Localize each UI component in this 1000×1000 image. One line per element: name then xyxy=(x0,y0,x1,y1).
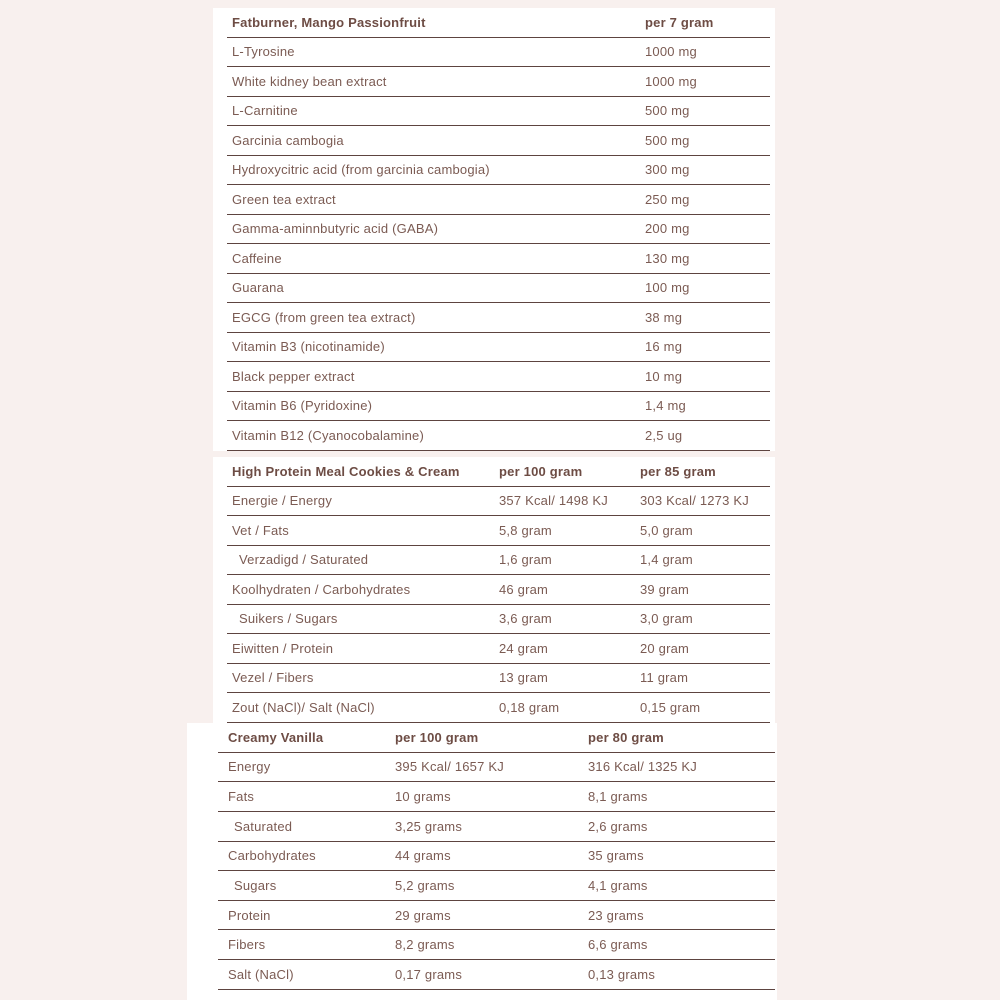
column-header: per 100 gram xyxy=(499,463,583,479)
table-row xyxy=(227,185,770,215)
row-label: Energy xyxy=(228,759,271,775)
row-value: 500 mg xyxy=(645,132,690,148)
table-header-row xyxy=(227,457,770,487)
row-value: 130 mg xyxy=(645,250,690,266)
row-value: 0,13 grams xyxy=(588,966,656,982)
table-row xyxy=(227,97,770,127)
row-value: 1,4 gram xyxy=(640,552,693,568)
row-label: Salt (NaCl) xyxy=(228,966,294,982)
row-value: 300 mg xyxy=(645,162,690,178)
row-label: Fats xyxy=(228,789,255,805)
row-value: 6,6 grams xyxy=(588,937,648,953)
row-value: 1,4 mg xyxy=(645,398,686,414)
table-row xyxy=(218,782,775,812)
row-label: Guarana xyxy=(232,280,284,296)
row-label: L-Carnitine xyxy=(232,103,298,119)
row-value: 13 gram xyxy=(499,670,549,686)
table-row xyxy=(218,842,775,872)
row-label: L-Tyrosine xyxy=(232,44,295,60)
creamy-vanilla-table xyxy=(187,723,777,1000)
column-header: per 85 gram xyxy=(640,463,716,479)
table-title: Creamy Vanilla xyxy=(228,729,324,745)
row-label: Green tea extract xyxy=(232,191,336,207)
row-value: 39 gram xyxy=(640,581,690,597)
row-value: 0,17 grams xyxy=(395,966,463,982)
table-row xyxy=(218,901,775,931)
table-row xyxy=(227,333,770,363)
row-value: 29 grams xyxy=(395,907,451,923)
row-value: 23 grams xyxy=(588,907,644,923)
row-label: Vet / Fats xyxy=(232,522,289,538)
row-value: 5,2 grams xyxy=(395,878,455,894)
row-label: White kidney bean extract xyxy=(232,73,387,89)
row-value: 8,2 grams xyxy=(395,937,455,953)
row-value: 3,6 gram xyxy=(499,611,552,627)
row-value: 38 mg xyxy=(645,309,683,325)
row-value: 10 mg xyxy=(645,368,683,384)
row-value: 357 Kcal/ 1498 KJ xyxy=(499,493,608,509)
row-label: Hydroxycitric acid (from garcinia cambogia) xyxy=(232,162,490,178)
row-label: Black pepper extract xyxy=(232,368,355,384)
row-value: 500 mg xyxy=(645,103,690,119)
table-row xyxy=(227,126,770,156)
row-label: Eiwitten / Protein xyxy=(232,640,334,656)
table-title: High Protein Meal Cookies & Cream xyxy=(232,463,460,479)
row-label: Carbohydrates xyxy=(228,848,316,864)
row-value: 2,6 grams xyxy=(588,818,648,834)
row-value: 316 Kcal/ 1325 KJ xyxy=(588,759,697,775)
table-row xyxy=(227,421,770,451)
table-row xyxy=(227,664,770,694)
table-row xyxy=(227,634,770,664)
row-value: 395 Kcal/ 1657 KJ xyxy=(395,759,504,775)
row-label: Suikers / Sugars xyxy=(239,611,338,627)
row-value: 24 gram xyxy=(499,640,549,656)
row-value: 200 mg xyxy=(645,221,690,237)
row-value: 1000 mg xyxy=(645,44,697,60)
row-value: 35 grams xyxy=(588,848,644,864)
table-row xyxy=(227,392,770,422)
row-value: 250 mg xyxy=(645,191,690,207)
row-label: Koolhydraten / Carbohydrates xyxy=(232,581,411,597)
row-value: 44 grams xyxy=(395,848,451,864)
table-header-row xyxy=(227,8,770,38)
row-value: 1000 mg xyxy=(645,73,697,89)
row-label: Saturated xyxy=(234,818,293,834)
column-header: per 80 gram xyxy=(588,729,664,745)
table-row xyxy=(227,693,770,723)
high-protein-meal-cookies-cream-table xyxy=(213,457,775,723)
table-title: Fatburner, Mango Passionfruit xyxy=(232,14,426,30)
row-value: 10 grams xyxy=(395,789,451,805)
row-value: 3,0 gram xyxy=(640,611,693,627)
table-row xyxy=(227,156,770,186)
row-value: 5,0 gram xyxy=(640,522,693,538)
row-label: Zout (NaCl)/ Salt (NaCl) xyxy=(232,699,375,715)
row-label: Vitamin B6 (Pyridoxine) xyxy=(232,398,373,414)
table-row xyxy=(218,930,775,960)
table-row xyxy=(227,516,770,546)
row-label: Verzadigd / Saturated xyxy=(239,552,369,568)
row-label: Vezel / Fibers xyxy=(232,670,314,686)
column-header: per 7 gram xyxy=(645,14,714,30)
row-label: Sugars xyxy=(234,878,277,894)
row-value: 100 mg xyxy=(645,280,690,296)
row-value: 8,1 grams xyxy=(588,789,648,805)
row-label: EGCG (from green tea extract) xyxy=(232,309,416,325)
table-row xyxy=(227,605,770,635)
table-row xyxy=(227,303,770,333)
row-label: Gamma-aminnbutyric acid (GABA) xyxy=(232,221,439,237)
row-value: 5,8 gram xyxy=(499,522,552,538)
table-row xyxy=(227,487,770,517)
row-label: Garcinia cambogia xyxy=(232,132,344,148)
row-value: 0,18 gram xyxy=(499,699,560,715)
table-row xyxy=(218,812,775,842)
table-row xyxy=(227,575,770,605)
table-header-row xyxy=(218,723,775,753)
row-value: 303 Kcal/ 1273 KJ xyxy=(640,493,749,509)
table-row xyxy=(218,871,775,901)
table-row xyxy=(227,546,770,576)
row-value: 1,6 gram xyxy=(499,552,552,568)
table-row xyxy=(227,38,770,68)
table-row xyxy=(227,362,770,392)
fatburner-mango-passionfruit-table xyxy=(213,8,775,451)
row-label: Vitamin B12 (Cyanocobalamine) xyxy=(232,427,424,443)
row-value: 0,15 gram xyxy=(640,699,701,715)
row-value: 46 gram xyxy=(499,581,549,597)
row-label: Protein xyxy=(228,907,271,923)
table-row xyxy=(218,753,775,783)
table-row xyxy=(227,274,770,304)
table-row xyxy=(227,215,770,245)
row-value: 3,25 grams xyxy=(395,818,463,834)
row-value: 4,1 grams xyxy=(588,878,648,894)
row-label: Energie / Energy xyxy=(232,493,333,509)
table-row xyxy=(227,244,770,274)
row-value: 2,5 ug xyxy=(645,427,683,443)
row-value: 16 mg xyxy=(645,339,683,355)
row-label: Caffeine xyxy=(232,250,282,266)
table-row xyxy=(227,67,770,97)
table-row xyxy=(218,960,775,990)
row-value: 11 gram xyxy=(640,670,689,686)
column-header: per 100 gram xyxy=(395,729,479,745)
row-label: Vitamin B3 (nicotinamide) xyxy=(232,339,385,355)
row-label: Fibers xyxy=(228,937,266,953)
row-value: 20 gram xyxy=(640,640,690,656)
